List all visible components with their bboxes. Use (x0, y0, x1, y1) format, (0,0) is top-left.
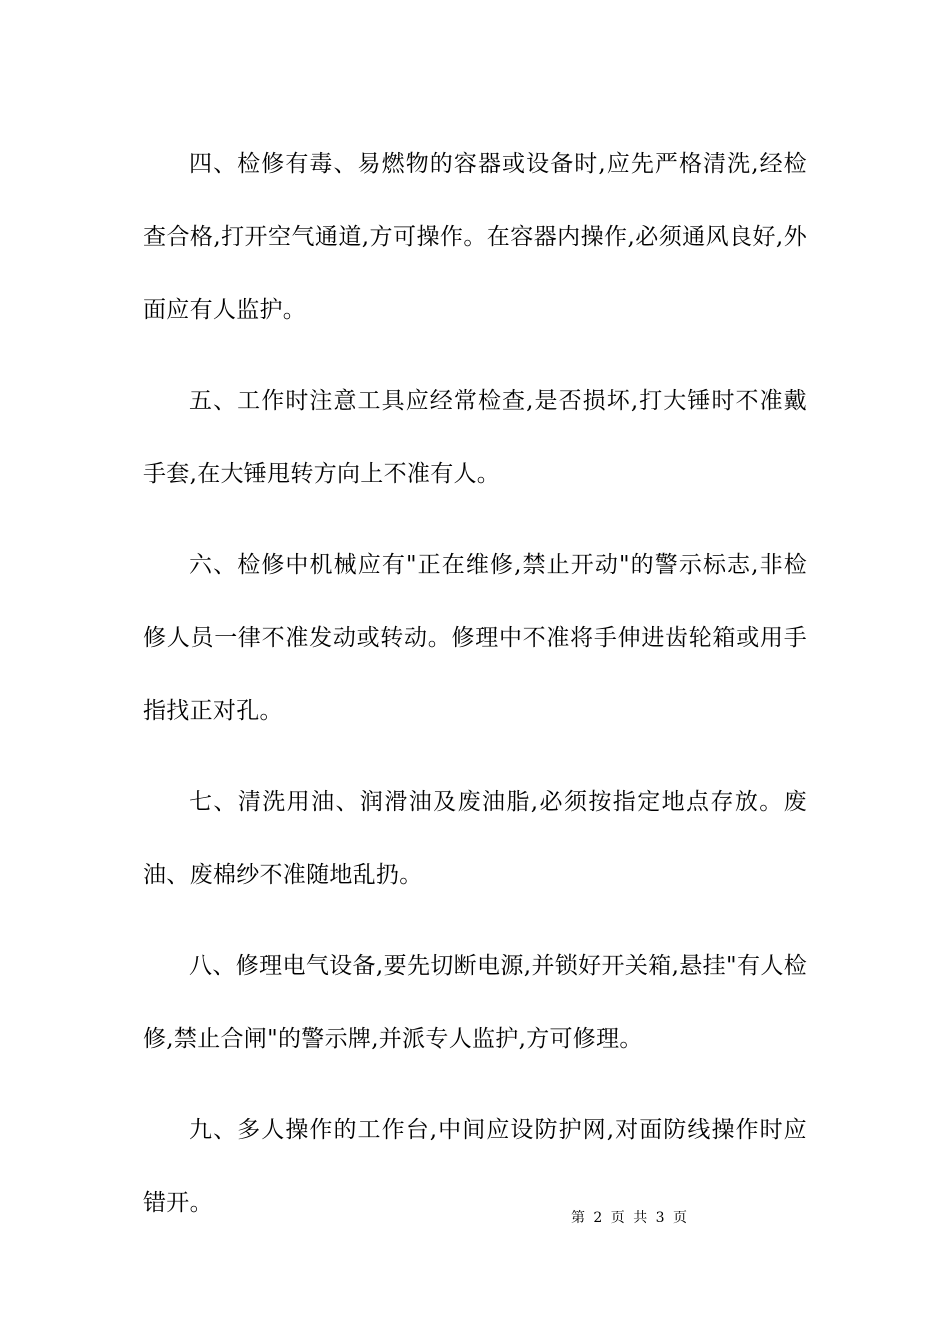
paragraph-item-9: 九、多人操作的工作台,中间应设防护网,对面防线操作时应错开。 (143, 1117, 807, 1216)
paragraph-item-5: 五、工作时注意工具应经常检查,是否损坏,打大锤时不准戴手套,在大锤甩转方向上不准有人。 (143, 388, 807, 487)
page-number-indicator: 第 2 页 共 3 页 (570, 1210, 690, 1226)
paragraph-item-6: 六、检修中机械应有"正在维修,禁止开动"的警示标志,非检修人员一律不准发动或转动。修理中不准将手伸进齿轮箱或用手指找正对孔。 (143, 552, 807, 724)
paragraph-item-7: 七、清洗用油、润滑油及废油脂,必须按指定地点存放。废油、废棉纱不准随地乱扔。 (143, 789, 807, 888)
document-body (143, 128, 807, 1258)
page-footer (0, 1208, 950, 1228)
paragraph-item-4: 四、检修有毒、易燃物的容器或设备时,应先严格清洗,经检查合格,打开空气通道,方可操作。在容器内操作,必须通风良好,外面应有人监护。 (143, 151, 807, 323)
paragraph-item-8: 八、修理电气设备,要先切断电源,并锁好开关箱,悬挂"有人检修,禁止合闸"的警示牌,并派专人监护,方可修理。 (143, 953, 807, 1052)
